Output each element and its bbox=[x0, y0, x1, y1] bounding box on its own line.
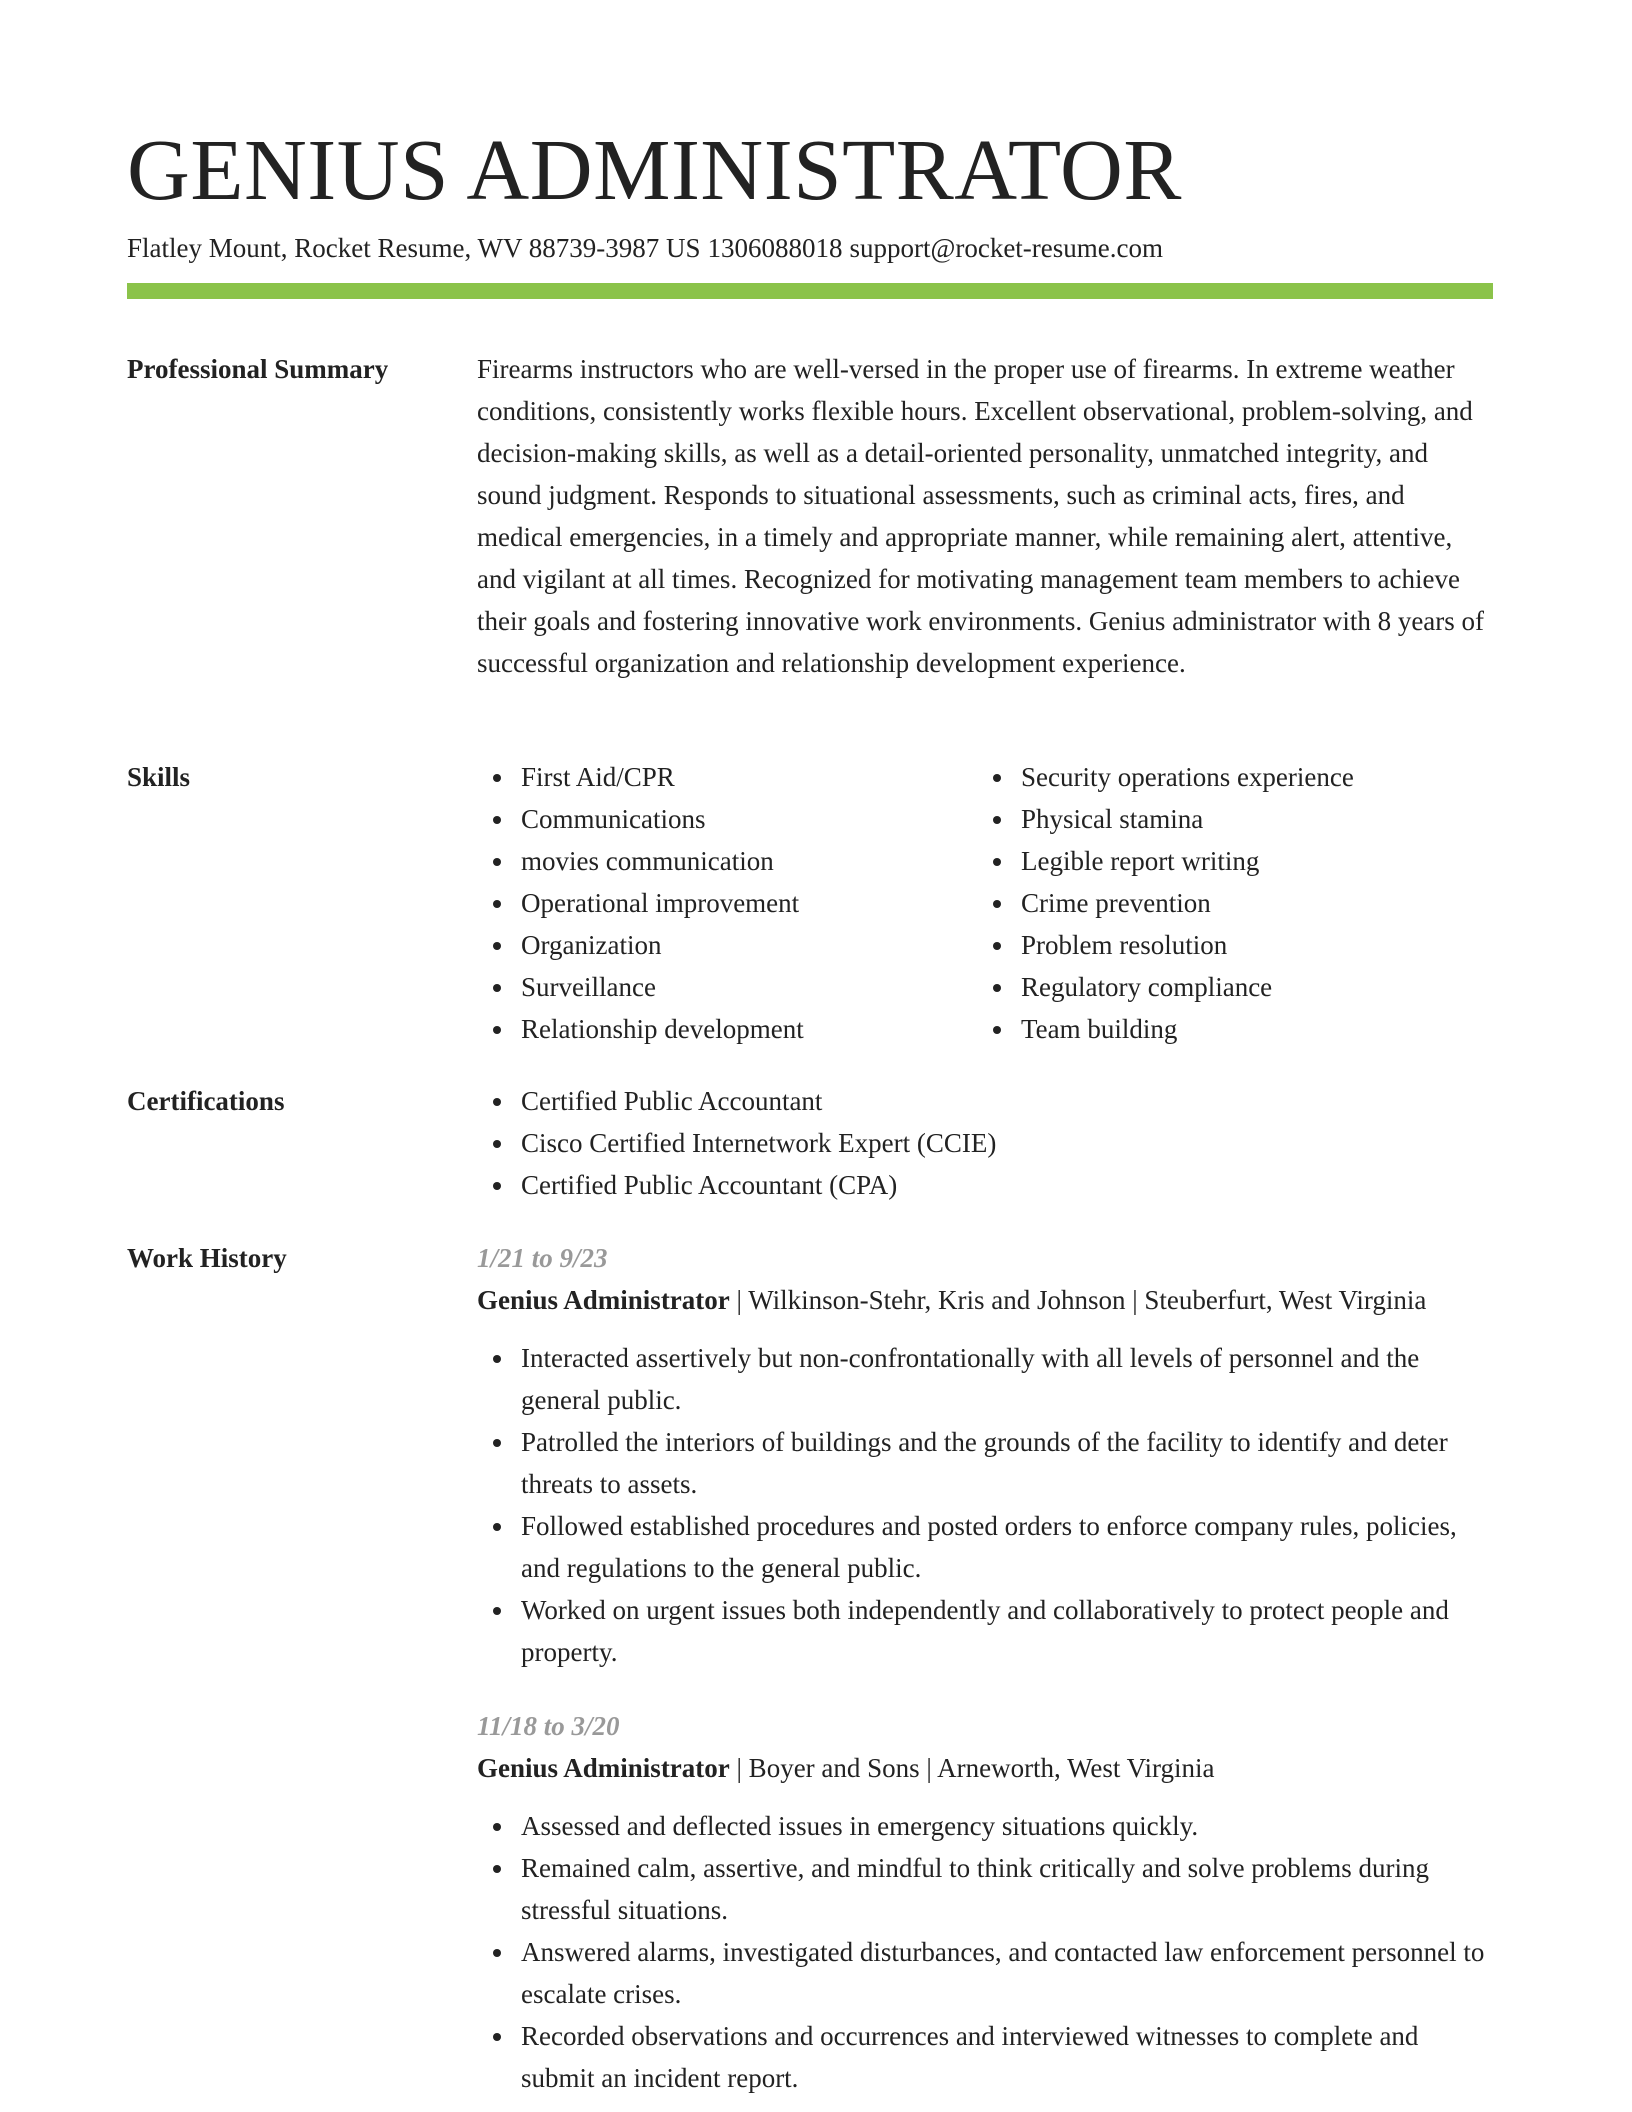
contact-address: Flatley Mount, Rocket Resume, WV 88739-3987 US bbox=[127, 233, 701, 263]
job-bullet: Worked on urgent issues both independently and collaboratively to protect people and property. bbox=[477, 1589, 1493, 1673]
skill-item: Crime prevention bbox=[977, 882, 1493, 924]
contact-phone: 1306088018 bbox=[707, 233, 843, 263]
skill-item: movies communication bbox=[477, 840, 977, 882]
certification-item: Cisco Certified Internetwork Expert (CCIE) bbox=[477, 1122, 1493, 1164]
certification-item: Certified Public Accountant bbox=[477, 1080, 1493, 1122]
work-history-body bbox=[477, 1237, 1493, 2099]
job-bullet: Interacted assertively but non-confrontationally with all levels of personnel and the general public. bbox=[477, 1337, 1493, 1421]
job-employer-location: | Boyer and Sons | Arneworth, West Virginia bbox=[736, 1753, 1215, 1783]
job-bullets bbox=[477, 1337, 1493, 1673]
job-bullet: Followed established procedures and posted orders to enforce company rules, policies, and regulations to the general public. bbox=[477, 1505, 1493, 1589]
skill-item: Physical stamina bbox=[977, 798, 1493, 840]
skill-item: Communications bbox=[477, 798, 977, 840]
job-bullet: Remained calm, assertive, and mindful to think critically and solve problems during stressful situations. bbox=[477, 1847, 1493, 1931]
job-employer-location: | Wilkinson-Stehr, Kris and Johnson | Steuberfurt, West Virginia bbox=[736, 1285, 1427, 1315]
certification-item: Certified Public Accountant (CPA) bbox=[477, 1164, 1493, 1206]
skills-body bbox=[477, 756, 1493, 1050]
skills-columns bbox=[477, 756, 1493, 1050]
skill-item: Regulatory compliance bbox=[977, 966, 1493, 1008]
skills-list-right bbox=[977, 756, 1493, 1050]
resume-name: GENIUS ADMINISTRATOR bbox=[127, 121, 1182, 218]
contact-line bbox=[127, 230, 1163, 266]
skill-item: Team building bbox=[977, 1008, 1493, 1050]
job-bullet: Recorded observations and occurrences and interviewed witnesses to complete and submit an incident report. bbox=[477, 2015, 1493, 2099]
job-bullet: Patrolled the interiors of buildings and the grounds of the facility to identify and deter threats to assets. bbox=[477, 1421, 1493, 1505]
job-dates: 11/18 to 3/20 bbox=[477, 1711, 620, 1741]
contact-email: support@rocket-resume.com bbox=[849, 233, 1164, 263]
skill-item: Problem resolution bbox=[977, 924, 1493, 966]
job-title: Genius Administrator bbox=[477, 1285, 730, 1315]
section-title-skills: Skills bbox=[127, 762, 191, 792]
section-title-certifications: Certifications bbox=[127, 1086, 285, 1116]
skill-item: Relationship development bbox=[477, 1008, 977, 1050]
job-bullet: Assessed and deflected issues in emergency situations quickly. bbox=[477, 1805, 1493, 1847]
summary-body bbox=[477, 348, 1493, 684]
skill-item: Legible report writing bbox=[977, 840, 1493, 882]
skill-item: Organization bbox=[477, 924, 977, 966]
job-title: Genius Administrator bbox=[477, 1753, 730, 1783]
skill-item: Operational improvement bbox=[477, 882, 977, 924]
job-bullet: Answered alarms, investigated disturbances, and contacted law enforcement personnel to escalate crises. bbox=[477, 1931, 1493, 2015]
job-heading bbox=[477, 1747, 1493, 1789]
section-title-summary: Professional Summary bbox=[127, 354, 389, 384]
certifications-body bbox=[477, 1080, 1493, 1206]
job-entry bbox=[477, 1705, 1493, 2099]
certifications-list bbox=[477, 1080, 1493, 1206]
header-divider bbox=[127, 283, 1493, 299]
job-dates: 1/21 to 9/23 bbox=[477, 1243, 608, 1273]
skill-item: Security operations experience bbox=[977, 756, 1493, 798]
job-heading bbox=[477, 1279, 1493, 1321]
summary-text: Firearms instructors who are well-versed in the proper use of firearms. In extreme weather conditions, consistently works flexible hours. Excellent observational, problem-solving, and decision-making skills, as well as a detail-oriented personality, unmatched integrity, and sound judgment. Responds to situational assessments, such as criminal acts, fires, and medical emergencies, in a timely and appropriate manner, while remaining alert, attentive, and vigilant at all times. Recognized for motivating management team members to achieve their goals and fostering innovative work environments. Genius administrator with 8 years of successful organization and relationship development experience. bbox=[477, 354, 1485, 678]
job-entry bbox=[477, 1237, 1493, 1673]
section-title-work-history: Work History bbox=[127, 1243, 287, 1273]
skills-list-left bbox=[477, 756, 977, 1050]
skill-item: First Aid/CPR bbox=[477, 756, 977, 798]
job-bullets bbox=[477, 1805, 1493, 2099]
skill-item: Surveillance bbox=[477, 966, 977, 1008]
